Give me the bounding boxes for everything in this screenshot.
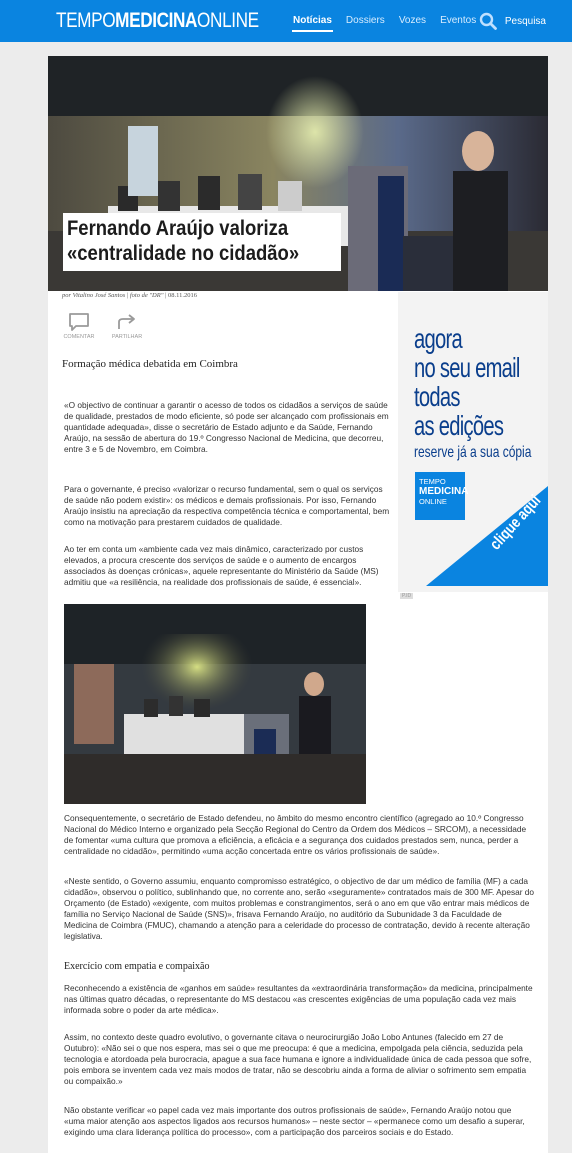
article-subheading: Formação médica debatida em Coimbra bbox=[62, 358, 238, 370]
comment-label: COMENTAR bbox=[63, 334, 95, 340]
byline-photo-credit: foto de "DR" bbox=[129, 292, 164, 299]
article-paragraph-2: Para o governante, é preciso «valorizar o recurso fundamental, sem o qual os serviços de saúde não podem existir»: os médicos e demais profissionais. Por isso, Fernando Araújo insistiu na apreciação da respectiva competência técnica e comportamental, bem como na motivação para prestarem cuidados de qualidade. bbox=[64, 484, 390, 527]
main-nav bbox=[286, 0, 483, 42]
ad-subtext: reserve já a sua cópia bbox=[414, 444, 532, 461]
byline-date: 08.11.2016 bbox=[168, 292, 198, 299]
article-paragraph-1: «O objectivo de continuar a garantir o acesso de todos os cidadãos a serviços de saúde de qualidade, prestados de modo eficiente, só pode ser alcançado com profissionais em quantidade adequada», disse o secretário de Estado adjunto e da Saúde, Fernando Araújo, na sessão de abertura do 19.º Congresso Nacional de Medicina, que decorreu, entre 3 e 5 de Novembro, em Coimbra. bbox=[64, 400, 389, 454]
ad-logo-line-1: TEMPO bbox=[419, 477, 446, 486]
article-actions bbox=[62, 312, 144, 340]
search-label: Pesquisa bbox=[504, 15, 546, 27]
nav-item-vozes[interactable]: Vozes bbox=[398, 15, 427, 26]
share-arrow-icon bbox=[116, 312, 138, 332]
byline: por Vitalino José Santos | foto de "DR" | 08.11.2016 bbox=[62, 292, 198, 299]
article-paragraph-3: Ao ter em conta um «ambiente cada vez mais dinâmico, caracterizado por custos elevados, a procura crescente dos serviços de saúde e o aumento de encargos associados às doenças crónicas», aquele representante do Ministério da Saúde (MS) admitiu que «a resiliência, na realidade dos profissionais de saúde, é essencial». bbox=[64, 544, 379, 587]
article-container bbox=[48, 56, 548, 1153]
article-paragraph-5: «Neste sentido, o Governo assumiu, enquanto compromisso estratégico, o objectivo de dar um médico de família (MF) a cada cidadão», observou o político, sublinhando que, no corrente ano, serão «seguramente» contratados mais de 300 MF. Apesar do Orçamento (de Estado) «exigente, com muitos problemas e constrangimentos, será o ano em que vão entrar mais médicos de família no Serviço Nacional de Saúde (SNS)», frisava Fernando Araújo, no auditório da Subunidade 3 da Faculdade de Medicina de Coimbra (FMUC), chamando a atenção para a celeridade do processo de contratação, devido à recente alteração legislativa. bbox=[64, 876, 535, 941]
ad-headline bbox=[414, 324, 548, 464]
search-icon bbox=[479, 12, 497, 30]
article-paragraph-4: Consequentemente, o secretário de Estado defendeu, no âmbito do mesmo encontro científico (agregado ao 10.º Congresso Nacional do Médico Interno e organizado pela Secção Regional do Centro da Ordem dos Médicos – SRCOM), a necessidade de fomentar «uma cultura que promova a eficiência, a eficácia e a segurança dos cuidados prestados sem, nunca, perder a centralidade no cidadão», permitindo «uma acção concertada entre os vários profissionais de saúde». bbox=[64, 813, 527, 856]
article-title-line-1: Fernando Araújo valoriza bbox=[67, 217, 289, 240]
ad-logo-line-2: MEDICINA bbox=[419, 486, 469, 497]
search-button[interactable] bbox=[479, 12, 546, 30]
newsletter-ad[interactable] bbox=[398, 292, 548, 592]
top-navigation-bar bbox=[0, 0, 572, 42]
ad-line-2: no seu email bbox=[414, 352, 520, 383]
share-button[interactable] bbox=[110, 312, 144, 340]
comment-icon bbox=[68, 312, 90, 332]
hero-photo bbox=[48, 56, 548, 291]
section-heading: Exercício com empatia e compaixão bbox=[64, 961, 210, 972]
ad-line-4: as edições bbox=[414, 410, 504, 441]
article-paragraph-8: Não obstante verificar «o papel cada vez mais importante dos outros profissionais de saúde», Fernando Araújo notou que «uma maior atenção aos aspectos ligados aos recursos humanos» – neste sector – «permanece como um desafio a superar, exigindo uma clara liderança política do processo», com a participação dos parceiros sociais e do Estado. bbox=[64, 1105, 525, 1137]
ad-logo-line-3: ONLINE bbox=[419, 497, 447, 506]
ad-tag: P.ID bbox=[402, 593, 412, 599]
article-inline-photo bbox=[64, 604, 366, 804]
ad-cta-label[interactable]: clique aqui bbox=[487, 492, 545, 554]
ad-line-3: todas bbox=[414, 381, 460, 412]
nav-item-eventos[interactable]: Eventos bbox=[440, 15, 477, 26]
article-title-line-2: «centralidade no cidadão» bbox=[67, 242, 300, 265]
nav-item-dossiers[interactable]: Dossiers bbox=[345, 15, 385, 26]
logo-part-medicina: MEDICINA bbox=[115, 9, 198, 32]
nav-item-noticias[interactable]: Notícias bbox=[286, 0, 339, 42]
ad-line-1: agora bbox=[414, 323, 462, 354]
byline-author: por Vitalino José Santos bbox=[62, 292, 126, 299]
logo-part-tempo: TEMPO bbox=[56, 9, 116, 32]
auditorium-photo bbox=[64, 604, 366, 804]
article-paragraph-6: Reconhecendo a existência de «ganhos em saúde» resultantes da «extraordinária transformação» da medicina, principalmente nas últimas quatro décadas, o representante do MS destacou «as crescentes exigências de uma população cada vez mais informada sobre o poder da arte médica». bbox=[64, 983, 533, 1015]
article-paragraph-7: Assim, no contexto deste quadro evolutivo, o governante citava o neurocirurgião João Lobo Antunes (falecido em 27 de Outubro): «Não sei o que nos espera, mas sei o que me preocupa: é que a medicina, empolgada pela ciência, seduzida pela tecnologia e atordoada pela burocracia, apague a sua face humana e ignore a individualidade única de cada pessoa que sofre, pois embora se inventem cada vez mais modos de tratar, não se descobriu ainda a forma de aliviar o sofrimento sem empatia ou compaixão.» bbox=[64, 1032, 532, 1086]
logo-part-online: ONLINE bbox=[197, 9, 259, 32]
site-logo[interactable] bbox=[56, 9, 259, 33]
comment-button[interactable] bbox=[62, 312, 96, 340]
share-label: PARTILHAR bbox=[111, 334, 143, 340]
article-title bbox=[63, 213, 341, 271]
